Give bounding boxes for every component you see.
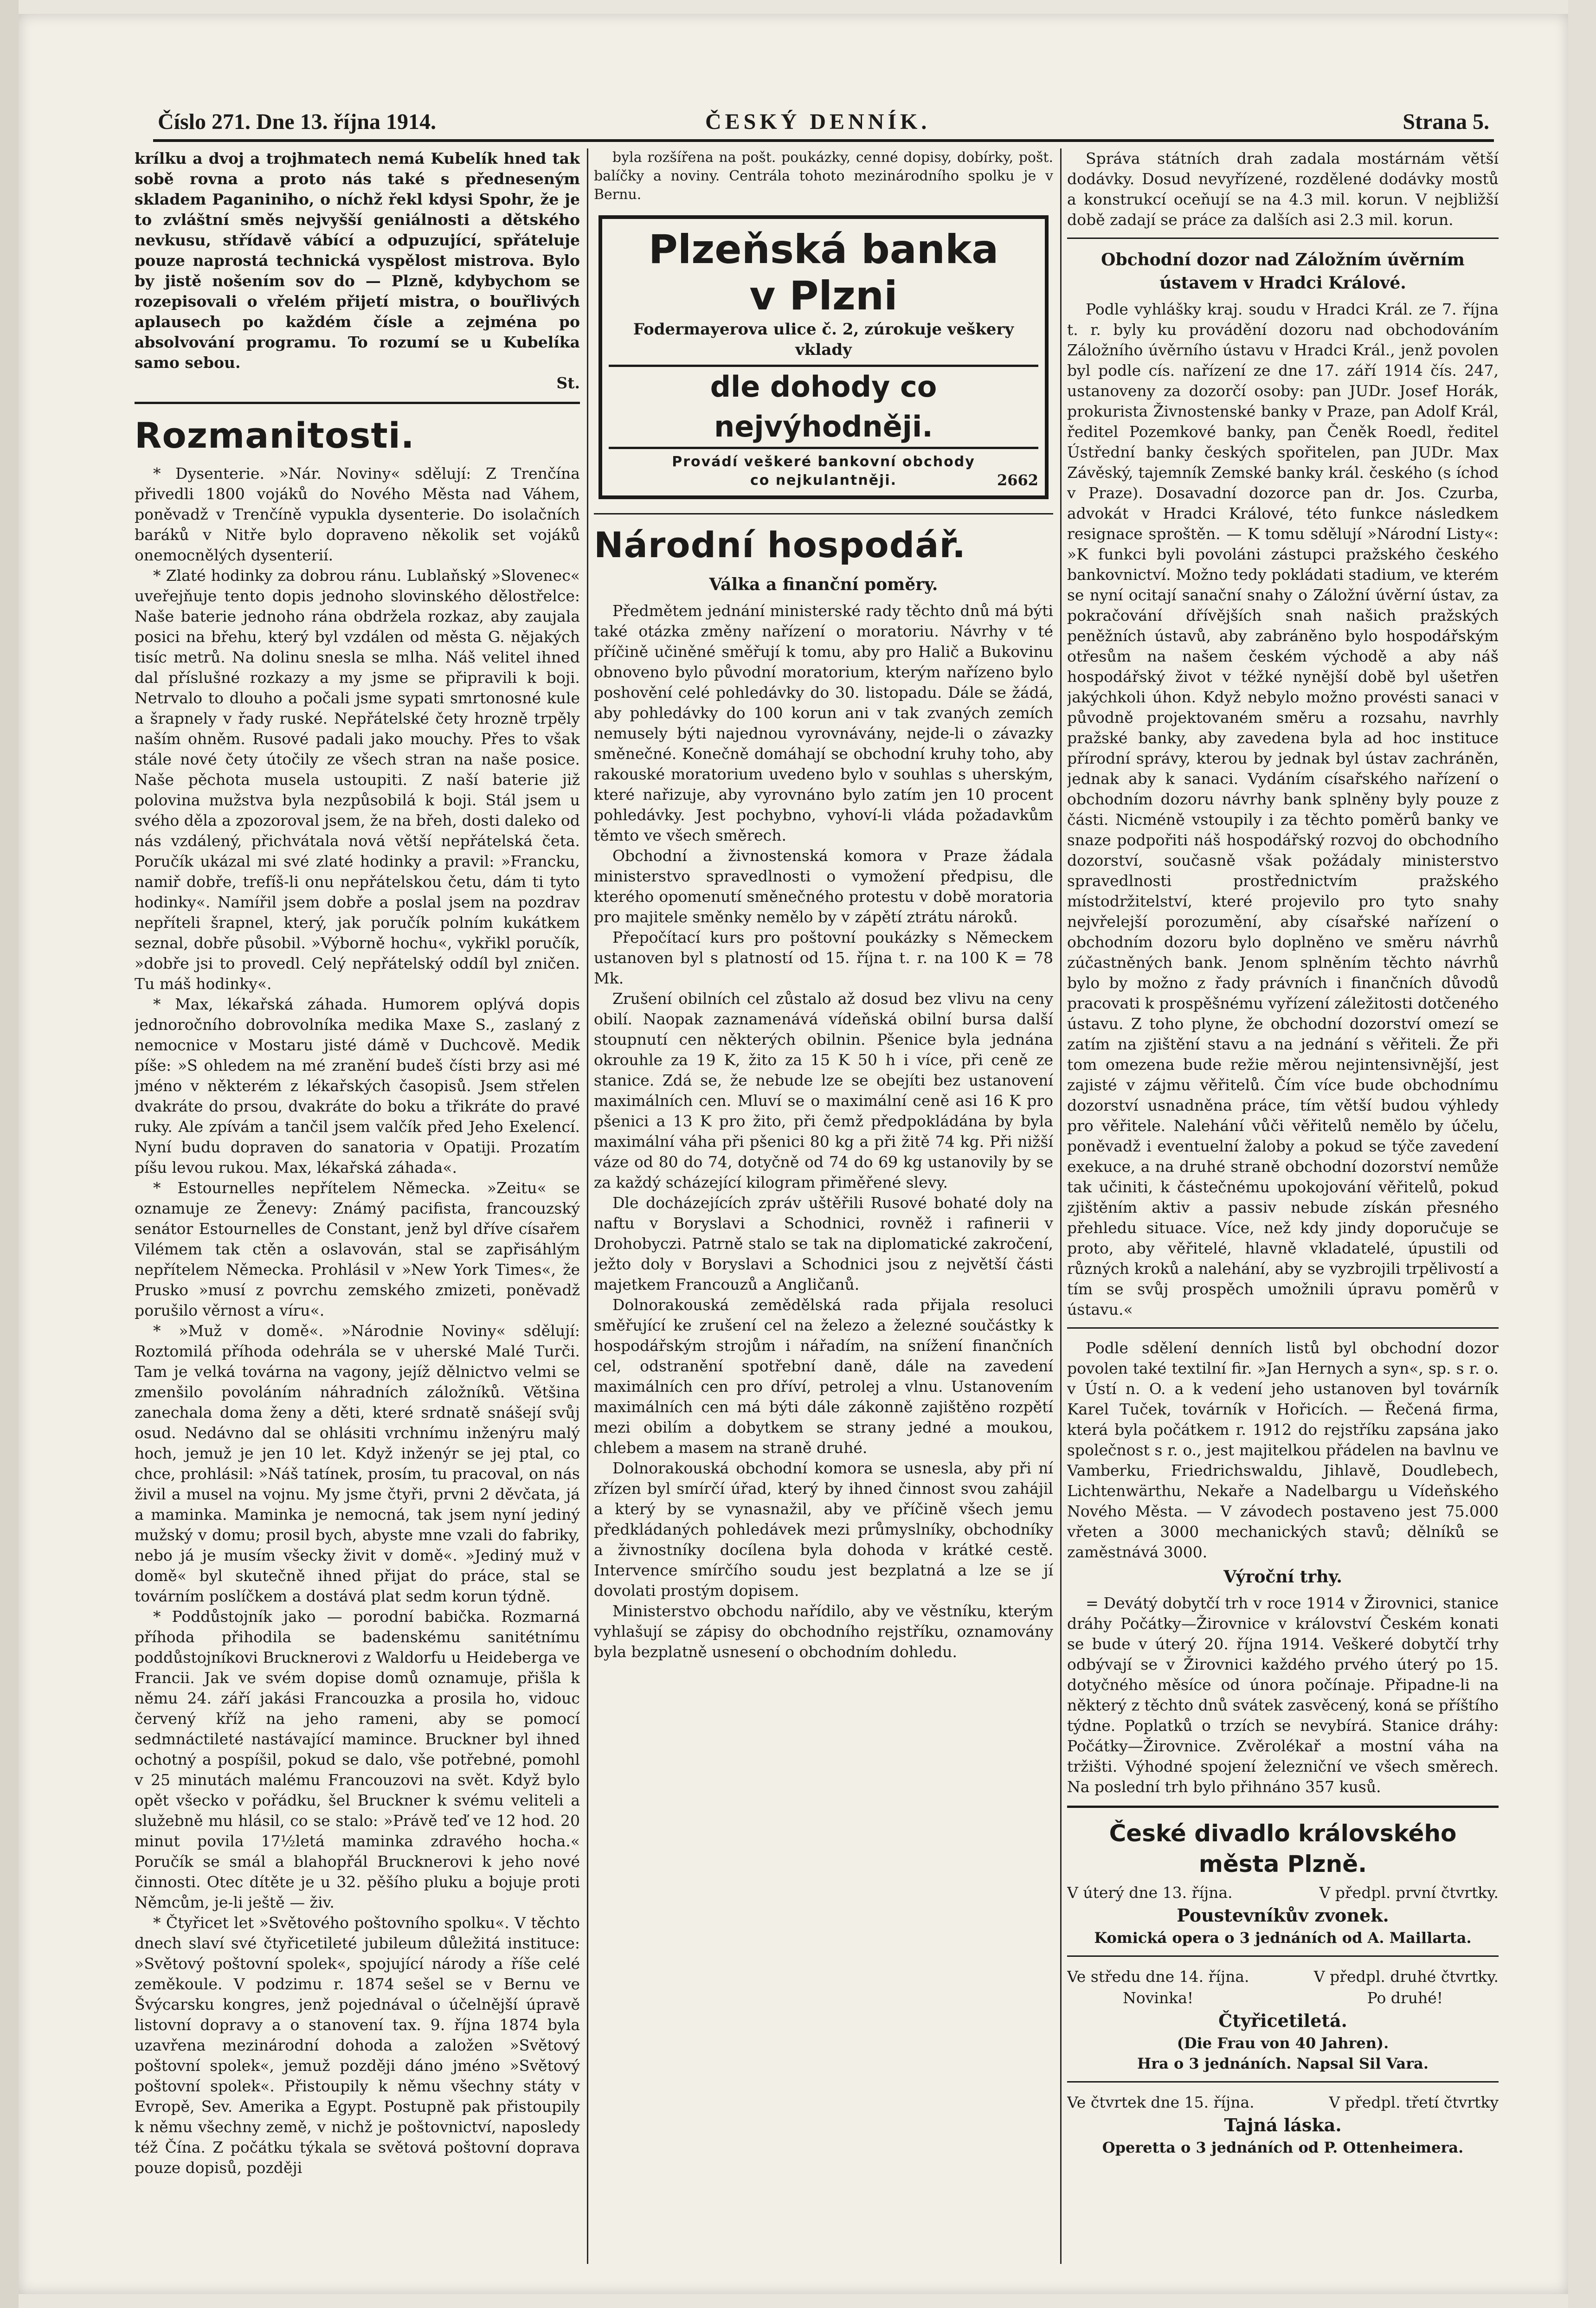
show-description: Hra o 3 jednáních. Napsal Sil Vara. <box>1137 2055 1429 2072</box>
show-title: Poustevníkův zvonek. <box>1177 1905 1389 1926</box>
article-paragraph: Správa státních drah zadala mostárnám větší dodávky. Dosud nevyřízené, rozdělené dodávky mostů a konstrukcí oceňují se na 4.3 mil. korun. V nejbližší době zadají se práce za dalších asi 2.3 mil. korun. <box>1067 149 1499 229</box>
article-paragraph: byla rozšířena na pošt. poukázky, cenné dopisy, dobírky, pošt. balíčky a noviny. Centrála tohoto mezinárodního spolku je v Bernu. <box>594 149 1053 203</box>
show-description: Komická opera o 3 jednáních od A. Maillarta. <box>1094 1929 1472 1947</box>
ad-bank-city: v Plzni <box>749 273 898 319</box>
newspaper-title: ČESKÝ DENNÍK. <box>705 109 931 134</box>
article-subtitle: Válka a finanční poměry. <box>709 575 938 594</box>
show-title: Čtyřicetiletá. <box>1218 2010 1347 2031</box>
article-kubelik: krílku a dvoj a trojhmatech nemá Kubelík hned tak sobě rovna a proto nás také s předneseným skladem Paganiniho, o níchž řekl kdysi Spohr, že je to zvláštní směs nejvyšší geniálnosti a dětského nevkusu, střídavě vábící a odpuzující, spřáteluje pouze naprostá technická vyspělost mistrova. Bylo by jistě nošením sov do — Plzně, kdybychom se rozepisovali o vřelém přijetí mistra, o bouřlivých aplausech po každém čísle a zejména po absolvování programu. To rozumí se u Kubelíka samo sebou. <box>135 149 580 372</box>
article-paragraph: Přepočítací kurs pro poštovní poukázky s Německem ustanoven byl s platností od 15. října t. r. na 100 K = 78 Mk. <box>594 928 1053 987</box>
issue-date: Číslo 271. Dne 13. října 1914. <box>158 109 436 134</box>
article-paragraph: Podle vyhlášky kraj. soudu v Hradci Král. ze 7. října t. r. byly ku provádění dozoru nad obchodováním Záložního úvěrního ústavu v Hradci Král., jenž povolen byl podle cís. nařízení ze dne 17. září 1914 čís. 247, ustanoveny za dozorčí osoby: pan JUDr. Josef Horák, prokurista Živnostenské banky v Praze, pan Adolf Král, ředitel Pozemkové banky, pan Čeněk Roedl, ředitel Ústřední banky českých spořitelen, pan JUDr. Max Závěský, tajemník Zemské banky král. českého (s íchod v Praze). Dosavadní dozorce pan dr. Jos. Czurba, advokát v Hradci Králové, této funkce následkem resignace sproštěn. — K tomu sdělují »Národní Listy«: »K funkci byli povoláni zástupci pražského českého bankovnictví. Možno tedy pokládati stadium, ve kterém se nyní ocitají sanační snahy o Záložní úvěrní ústav, za pokračování dřívějších snah našich pražských peněžních ústavů, aby zabráněno bylo hospodářským otřesům na našem českém východě a aby náš hospodářský život v téžké nynější době byl ušetřen jakýchkoli úhon. Když nebylo možno provésti sanaci v původně projektovaném směru a rozsahu, navrhly pražské banky, aby zavedena byla ad hoc instituce přírodní správy, kterou by jednak byl ústav zachráněn, jednak aby k sanaci. Vydáním císařského nařízení o obchodním dozoru návrhy bank splněny byly pouze z části. Nicméně vstoupily i za těchto poměrů banky ve snaze podpořiti náš hospodářský rozvoj do obchodního dozorství, současně však požádaly ministerstvo spravedlnosti prostřednictvím pražského místodržitelství, které projevilo pro tyto snahy nejvřelejší porozumění, aby císařské nařízení o obchodním dozoru bylo doplněno ve směru návrhů zúčastněných bank. Jenom splněním těchto návrhů bylo by možno z řady právních i finančních důvodů pracovati k prospěšnému vyřízení záležitosti dotčeného ústavu. Z toho plyne, že obchodní dozorství omezí se zatím na zjištění stavu a na jednání s věřiteli. Že při tom omezena bude režie měrou nejintensivnější, jest zajisté v zájmu věřitelů. Čím více bude obchodnímu dozorství usnadněna práce, tím větší budou výhledy pro věřitele. Nalehání vůči věřitelů nemělo by účelu, poněvadž i eventuelní žaloby a pokud se týče zavedení exekuce, a na druhé straně obchodní dozorství nemůže tak učiniti, k částečnému upokojování věřitelů, pokud zjištěním aktiv a passiv nebude získán přesného přehledu situace. Více, než kdy jindy doporučuje se proto, aby věřitelé, hlavně vkladatelé, úpustili od různých kroků a nalehání, aby se vyzbrojili trpělivostí a tím se svůj prospěch umožnili úpravu poměrů v ústavu.« <box>1067 300 1499 1318</box>
article-paragraph: Dolnorakouská zemědělská rada přijala resoluci směřující ke zrušení cel na železo a železné součástky k hospodářským strojům i nářadím, na snížení finančních cel, odstranění spotřební daně, dále na zavedení maximálních cen pro dříví, petrolej a vlnu. Ustanovením maximálních cen má býti dále zákonně zajištěno rozpětí mezi obilím a dobytkem se strany jedné a moukou, chlebem a masem na straně druhé. <box>594 1296 1053 1457</box>
page-edge-left <box>0 0 19 2308</box>
article-paragraph: Dolnorakouská obchodní komora se usnesla, aby při ní zřízen byl smírčí úřad, který by ihned činnost svou zahájil a který by se vynasnažil, aby ve příčině všech jemu předkládaných pohledávek mezi průmyslníky, obchodníky a živnostníky docílena byla dohoda v krátké cestě. Intervence smírčího soudu jest bezplatná a lze se jí dovolati prostým dopisem. <box>594 1459 1053 1600</box>
theatre-row <box>1067 1882 1499 1903</box>
column-3 <box>1067 148 1499 2282</box>
section-divider <box>1067 2081 1499 2083</box>
ad-number: 2662 <box>997 471 1038 489</box>
article-subtitle: Obchodní dozor nad Záložním úvěrním ústavem v Hradci Králové. <box>1101 250 1465 293</box>
article-paragraph: * Poddůstojník jako — porodní babička. Rozmarná příhoda přihodila se badenskému sanitétnímu poddůstojníkovi Brucknerovi z Waldorfu u Heideberga ve Francii. Jak ve svém dopise domů oznamuje, přišla k němu 24. září jakási Francouzka a prosila ho, vidouc červený kříž na jeho rameni, aby se pomocí sedmnáctileté nastávající mamince. Bruckner byl ihned ochotný a pospíšil, pokud se dalo, vše potřebné, pomohl v 25 minutách malému Francouzovi na svět. Když bylo opět všecko v pořádku, šel Bruckner k svému veliteli a služebně mu hlásil, co se stalo: »Právě teď ve 12 hod. 20 minut povila 17½letá maminka zdravého hocha.« Poručík se smál a blahopřál Brucknerovi k jeho nové činnosti. Otec dítěte je u 32. pěšího pluku a bojuje proti Němcům, je-li ještě — živ. <box>135 1607 580 1911</box>
article-signature: St. <box>556 374 580 392</box>
show-description: Operetta o 3 jednáních od P. Ottenheimera. <box>1102 2139 1464 2156</box>
article-subtitle: Výroční trhy. <box>1223 1567 1342 1587</box>
section-divider <box>1067 1327 1499 1329</box>
page-edge-right <box>1568 0 1596 2308</box>
bank-advertisement <box>598 215 1049 499</box>
theatre-program <box>1067 1818 1499 2158</box>
section-divider <box>594 513 1053 514</box>
show-note: Po druhé! <box>1367 1989 1443 2007</box>
ad-address: Fodermayerova ulice č. 2, zúrokuje veškery vklady <box>633 320 1014 359</box>
article-paragraph: Dle docházejících zpráv uštěřili Rusové bohaté doly na naftu v Boryslavi a Schodnici, rovněž i rafinerii v Drohobyczi. Patrně stalo se tak na diplomatické zakročení, ježto doly v Boryslavi a Schodnici jsou z největší části majetkem Francouzů a Angličanů. <box>594 1194 1053 1293</box>
show-subscription: V předpl. druhé čtvrtky. <box>1313 1967 1499 1986</box>
ad-bank-name: Plzeňská banka <box>648 226 999 273</box>
header-rule <box>153 139 1494 142</box>
show-subscription: V předpl. třetí čtvrtky <box>1329 2093 1499 2111</box>
article-paragraph: * Čtyřicet let »Světového poštovního spolku«. V těchto dnech slaví své čtyřicetileté jubileum důležitá instituce: »Světový poštovní spolek«, spojující národy a říše celé zeměkoule. V podzimu r. 1874 sešel se v Bernu ve Švýcarsku kongres, jenž pojednával o účelnější úpravě listovní dopravy a o stanovení tax. 9. října 1874 byla uzavřena mezinárodní dohoda a založen »Světový poštovní spolek«, jemuž později dáno jméno »Světový poštovní spolek«. Přistoupily k němu všechny státy v Evropě, Sev. Amerika a Egypt. Postupně pak přistoupily k němu všechny země, v nichž je poštovnictví, naposledy též Čína. Z počátku týkala se světová poštovní doprava pouze dopisů, později <box>135 1914 580 2177</box>
show-day: Ve středu dne 14. října. <box>1067 1967 1249 1986</box>
show-original-title: (Die Frau von 40 Jahren). <box>1177 2034 1389 2052</box>
article-paragraph: * Zlaté hodinky za dobrou ránu. Lublaňský »Slovenec« uveřejňuje tento dopis jednoho slovinského dělostřelce: Naše baterie jednoho rána obdržela rozkaz, aby zaujala posici na břehu, který byl vzdálen od města G. nějakých tisíc metrů. Na dolinu snesla se mlha. Náš velitel ihned dal příslušné rozkazy a my jsme se připravili k boji. Netrvalo to dlouho a počali jsme sypati smrtonosné kule a šrapnely v řady ruské. Nepřátelské čety hrozně trpěly naším ohněm. Rusové padali jako mouchy. Přes to však stále nové čety útočily ze všech stran na naše posice. Naše pěchota musela ustoupiti. Z naší baterie již polovina mužstva byla nezpůsobilá k boji. Stál jsem u svého děla a zpozoroval jsem, že na břeh, dosti daleko od nás vzdálený, přichvátala nová větší nepřátelská četa. Poručík ukázal mi své zlaté hodinky a pravil: »Francku, namiř dobře, trefíš-li onu nepřátelskou četu, dám ti tyto hodinky«. Namířil jsem dobře a poslal jsem na pozdrav nepříteli šrapnel, který, jak poručík polním kukátkem seznal, dobře působil. »Výborně hochu«, vykřikl poručík, »dobře jsi to provedl. Celý nepřátelský oddíl byl zničen. Tu máš hodinky«. <box>135 566 580 993</box>
section-divider <box>135 402 580 404</box>
theatre-row <box>1067 1987 1499 2009</box>
theatre-row <box>1067 2092 1499 2113</box>
column-rule <box>587 148 588 2264</box>
show-day: V úterý dne 13. října. <box>1067 1884 1233 1902</box>
column-1 <box>135 148 580 2282</box>
section-title-rozmanitosti: Rozmanitosti. <box>135 415 415 456</box>
article-paragraph: = Devátý dobytčí trh v roce 1914 v Žirovnici, stanice dráhy Počátky—Žirovnice v království Českém konati se bude v úterý 20. října 1914. Veškeré dobytčí trhy odbývají se v Žirovnici každého prvého úterý po 15. dotyčného měsíce od února počínaje. Připadne-li na některý z těchto dnů svátek zasvěcený, koná se příštího týdne. Poplatků o trzích se nevybírá. Stanice dráhy: Počátky—Žirovnice. Zvěrolékař a mostní váha na tržišti. Výhodné spojení železniční ve všech směrech. Na poslední trh bylo přihnáno 357 kusů. <box>1067 1594 1499 1796</box>
article-paragraph: * Estournelles nepřítelem Německa. »Zeitu« se oznamuje ze Ženevy: Známý pacifista, francouzský senátor Estournelles de Constant, jenž byl dříve císařem Vilémem tak ctěn a oslavován, stal se zapřisáhlým nepřítelem Německa. Prohlásil v »New York Times«, že Prusko »musí z povrchu zemského zmizeti, poněvadž porušilo věrnost a víru«. <box>135 1179 580 1319</box>
theatre-title: České divadlo královského města Plzně. <box>1109 1820 1457 1877</box>
article-paragraph: * »Muž v domě«. »Národnie Noviny« sdělují: Roztomilá příhoda odehrála se v uherské Malé Turči. Tam je velká továrna na vagony, jejíž dělnictvo velmi se zmenšilo povoláním náhradních záložníků. Většina zanechala doma ženy a děti, které srdnatě snášejí svůj osud. Nedávno dal se ohlásiti vrchnímu inženýru malý hoch, jemuž je jen 10 let. Když inženýr se jej ptal, co chce, prohlásil: »Náš tatínek, prosím, tu pracoval, on nás živil a musel na vojnu. My jsme čtyři, prvni 2 děvčata, já a maminka. Maminka je nemocná, tak jsem nyní jediný mužský v domu; prosil bych, abyste mne vzali do fabriky, nebo já je musím všecky živit v domě«. »Jediný muž v domě« byl skutečně ihned přijat do práce, stal se továrním poslíčkem a dostává plat sedm korun týdně. <box>135 1322 580 1605</box>
article-paragraph: Zrušení obilních cel zůstalo až dosud bez vlivu na ceny obilí. Naopak zaznamenává vídeňská obilní bursa další stoupnutí cen některých obilnin. Pšenice byla jednána okrouhle za 19 K, žito za 15 K 50 h i více, při ceně ze stanice. Zdá se, že nebude lze se obejíti bez ustanovení maximálních cen. Mluví se o maximální ceně asi 16 K pro pšenici a 13 K pro žito, při čemž předpokládána by byla maximální váha při pšenici 80 kg a při žitě 74 kg. Při nižší váze od 80 do 74, dotyčně od 74 do 69 kg ustanovily by se za každý scházející kilogram přiměřené slevy. <box>594 990 1053 1191</box>
page-number: Strana 5. <box>1403 109 1489 134</box>
show-note: Novinka! <box>1123 1989 1194 2007</box>
section-divider <box>1067 1955 1499 1957</box>
page-header <box>158 109 1489 141</box>
show-subscription: V předpl. první čtvrtky. <box>1319 1884 1499 1902</box>
ad-services: Provádí veškeré bankovní obchody <box>672 454 975 470</box>
ad-slogan: dle dohody co nejvýhodněji. <box>609 365 1038 449</box>
article-paragraph: Předmětem jednání ministerské rady těchto dnů má býti také otázka změny nařízení o moratoriu. Návrhy v té příčině učiněné směřují k tomu, aby pro Halič a Bukovinu obnoveno bylo původní moratorium, kterým nařízeno bylo poshovění celé pohledávky do 30. listopadu. Dále se žádá, aby pohledávky do 100 korun ani v tak zvaných zemích nemusely býti najednou vyrovnávány, nejde-li o závazky směnečné. Konečně domáhají se obchodní kruhy toho, aby rakouské moratorium uvedeno bylo v souhlas s uherským, které nařizuje, aby vyrovnáno bylo zatím jen 10 procent pohledávky. Jest pochybno, vyhoví-li vláda požadavkům těmto ve všech směrech. <box>594 602 1053 844</box>
ad-services-2: co nejkulantněji. <box>750 472 897 489</box>
theatre-row <box>1067 1966 1499 1987</box>
article-paragraph: Ministerstvo obchodu nařídilo, aby ve věstníku, kterým vyhlašují se zápisy do obchodního rejstříku, oznamovány byla bezplatně usnesení o obchodním dohledu. <box>594 1602 1053 1661</box>
section-title-hospodar: Národní hospodář. <box>594 524 966 566</box>
article-paragraph: Obchodní a živnostenská komora v Praze žádala ministerstvo spravedlnosti o vymožení předpisu, dle kterého opomenutí směnečného protestu v době moratoria pro majitele směnky nemělo by v zápětí ztrátu nároků. <box>594 847 1053 926</box>
show-day: Ve čtvrtek dne 15. října. <box>1067 2093 1255 2111</box>
article-paragraph: * Dysenterie. »Nár. Noviny« sdělují: Z Trenčína přivedli 1800 vojáků do Nového Města nad Váhem, poněvadž v Trenčíně vypukla dysenterie. Do isolačních baráků v Nitře bylo dopraveno několik set vojáků onemocnělých dysenterií. <box>135 464 580 564</box>
section-divider <box>1067 238 1499 239</box>
section-divider <box>1067 1806 1499 1808</box>
column-2 <box>594 148 1053 2282</box>
show-title: Tajná láska. <box>1224 2115 1342 2135</box>
article-paragraph: * Max, lékařská záhada. Humorem oplývá dopis jednoročního dobrovolníka medika Maxe S., zaslaný z nemocnice v Mostaru jisté dámě v Duchcově. Medik píše: »S ohledem na mé zranění budeš čísti brzy asi mé jméno v některém z lékařských časopisů. Jsem střelen dvakráte do prsou, dvakráte do boku a třikráte do pravé ruky. Ale zpívám a tančil jsem valčík před Jeho Exelencí. Nyní budu dopraven do sanatoria v Opatiji. Prozatím píšu levou rukou. Max, lékařská záhada«. <box>135 995 580 1177</box>
column-rule <box>1060 148 1062 2264</box>
article-paragraph: Podle sdělení denních listů byl obchodní dozor povolen také textilní fir. »Jan Hernych a syn«, sp. s r. o. v Ústí n. O. a k vedení jeho ustanoven byl továrník Karel Tuček, továrník v Hořicích. — Řečená firma, která byla počátkem r. 1912 do rejstříku zapsána jako společnost s r. o., jest majitelkou přádelen na bavlnu ve Vamberku, Friedrichswaldu, Jihlavě, Doudlebech, Lichtenwärthu, Nekaře a Nadelbargu u Vídeňského Nového Města. — V závodech postaveno jest 75.000 vřeten a 3000 mechanických stavů; dělníků se zaměstnává 3000. <box>1067 1339 1499 1561</box>
